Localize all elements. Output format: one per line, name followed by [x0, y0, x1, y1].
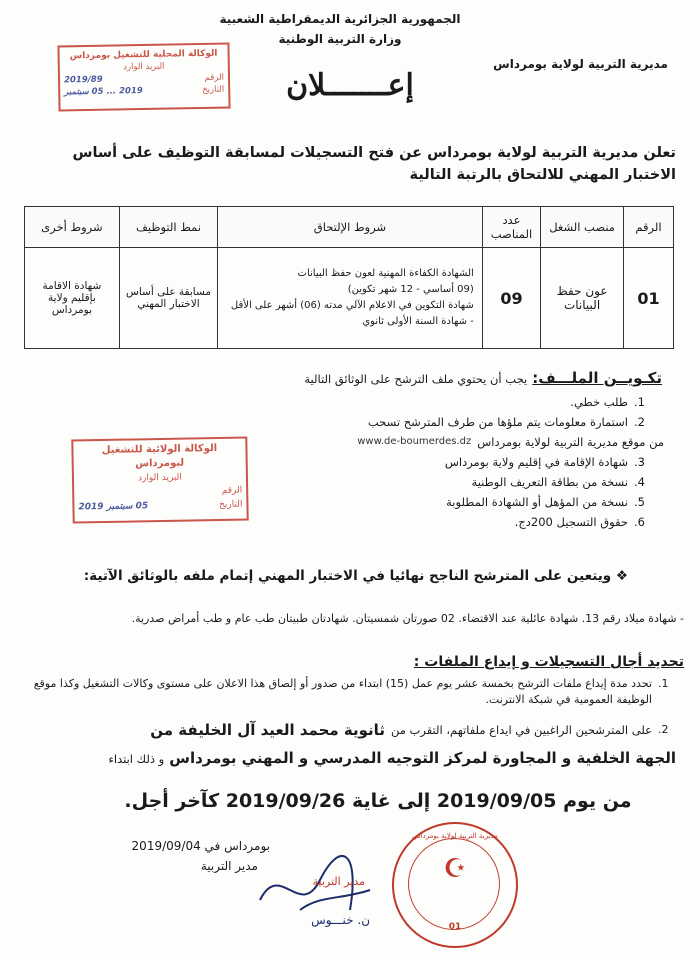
- list-item: .1 طلب خطي.: [570, 395, 645, 409]
- mid-stamp-incoming: البريد الوارد: [137, 472, 182, 484]
- header-mode: نمط التوظيف: [119, 207, 217, 248]
- ministry-header: وزارة التربية الوطنية: [278, 32, 402, 46]
- republic-header: الجمهورية الجزائرية الديمقراطية الشعبية: [219, 12, 461, 26]
- school-location: الجهة الخلفية و المجاورة لمركز التوجيه المدرسي و المهني بومرداس: [169, 749, 676, 767]
- intro-paragraph: تعلن مديرية التربية لولاية بومرداس عن فتح التسجيلات لمسابقة التوظيف على أساس الاختبار المهني للالتحاق بالرتبة التالية: [72, 145, 676, 183]
- condition-3: شهادة التكوين في الاعلام الآلي مدته (06) أشهر على الأقل - شهادة السنة الأولى ثانوي: [230, 300, 474, 327]
- cell-count: 09: [482, 248, 540, 349]
- winner-documents: - شهادة ميلاد رقم 13. شهادة عائلية عند الاقتضاء. 02 صورتان شمسيتان. شهادتان طبيتان طب عام و طب أمراض صدرية.: [131, 612, 684, 625]
- announcement-title: إعـــــــلان: [286, 68, 414, 103]
- stamp-incoming: البريد الوارد: [123, 61, 165, 73]
- mid-stamp-agency: الوكالة الولائية للتشغيل لبومرداس: [101, 442, 218, 470]
- condition-2: (09 أساسي - 12 شهر تكوين): [347, 284, 474, 295]
- stamp-number-value: 2019/89: [63, 74, 103, 86]
- header-other: شروط أخرى: [25, 207, 120, 248]
- jobs-table: [24, 206, 674, 349]
- header-post: منصب الشغل: [541, 207, 624, 248]
- header-conditions: شروط الإلتحاق: [218, 207, 483, 248]
- deadline-item-1: .1 تحدد مدة إيداع ملفات الترشح بخمسة عشر يوم عمل (15) ابتداء من صدور أو إلصاق هذا الاعلان على مستوى وكالات التشغيل وكذا موقع الوظيفة العمومية في شبكة الانترنت.: [33, 677, 669, 706]
- cell-conditions: [218, 248, 483, 349]
- deadline-dates: من يوم 2019/09/05 إلى غاية 2019/09/26 كآخر أجل.: [124, 790, 632, 812]
- mid-stamp-date-value: 05 سبتمبر 2019: [78, 501, 149, 513]
- condition-1: الشهادة الكفاءة المهنية لعون حفظ البيانات: [297, 268, 474, 279]
- file-section-heading-row: [162, 368, 662, 387]
- cell-mode: مسابقة على أساس الاختبار المهني: [119, 248, 217, 349]
- seal-number: 01: [448, 922, 462, 932]
- seal-text: مديرية التربية لولاية بومرداس: [412, 832, 498, 840]
- school-name: ثانوية محمد العيد آل الخليفة من: [150, 721, 385, 739]
- website-link[interactable]: www.de-boumerdes.dz: [357, 436, 472, 447]
- deadline-heading: تحديد أجال التسجيلات و إيداع الملفات :: [413, 654, 684, 670]
- director-role: مدير التربية: [200, 859, 258, 873]
- stamp-date-label: التاريخ: [202, 84, 225, 95]
- wilaya-agency-stamp: [71, 436, 248, 523]
- stamp-agency: الوكالة المحلية للتشغيل بومرداس: [69, 48, 218, 62]
- header-number: الرقم: [624, 207, 674, 248]
- list-item: .2 استمارة معلومات يتم ملؤها من طرف المترشح تسحب: [367, 415, 645, 429]
- agency-incoming-stamp: [57, 43, 230, 112]
- signature-stamp-role: مدير التربية: [312, 875, 365, 888]
- table-row: [25, 248, 674, 349]
- file-section-heading: تكـويــن الملـــف:: [532, 369, 662, 387]
- director-signature: [240, 840, 390, 930]
- cell-other: شهادة الاقامة بإقليم ولاية بومرداس: [25, 248, 120, 349]
- file-documents-list: [232, 392, 664, 532]
- list-item: .3 شهادة الإقامة في إقليم ولاية بومرداس: [444, 455, 645, 469]
- directorate-header: مديرية التربية لولاية بومرداس: [493, 57, 668, 71]
- deadline-item-2: .2 على المترشحين الراغبين في ايداع ملفاتهم، التقرب من ثانوية محمد العيد آل الخليفة من الجهة الخلفية و المجاورة لمركز التوجيه المدرسي و المهني بومرداس و ذلك ابتداء: [26, 716, 676, 773]
- place-date: بومرداس في 2019/09/04: [131, 839, 270, 853]
- diamond-bullet-icon: ❖: [611, 568, 628, 584]
- table-header-row: [25, 207, 674, 248]
- stamp-number-label: الرقم: [204, 72, 225, 83]
- stamp-date-value: 2019 ... 05 سبتمبر: [64, 86, 143, 98]
- official-seal: [392, 822, 518, 948]
- list-item: .5 نسخة من المؤهل أو الشهادة المطلوبة: [446, 495, 645, 509]
- star-crescent-icon: ☪: [443, 854, 467, 884]
- winner-note: ❖ ويتعين على المترشح الناجح نهائيا في الاختبار المهني إتمام ملفه بالوثائق الآتية:: [83, 568, 628, 584]
- list-item-continuation: من موقع مديرية التربية لولاية بومرداس www.de-boumerdes.dz: [232, 432, 664, 452]
- director-name: ن. خنـــوس: [311, 913, 370, 927]
- cell-post: عون حفظ البيانات: [541, 248, 624, 349]
- file-section-subheading: يجب أن يحتوي ملف الترشح على الوثائق التالية: [304, 372, 528, 386]
- header-count: عدد المناصب: [482, 207, 540, 248]
- mid-stamp-number-label: الرقم: [221, 485, 243, 496]
- list-item: .4 نسخة من بطاقة التعريف الوطنية: [471, 475, 645, 489]
- mid-stamp-date-label: التاريخ: [218, 499, 243, 510]
- cell-number: 01: [624, 248, 674, 349]
- list-item: .6 حقوق التسجيل 200دج.: [514, 515, 645, 529]
